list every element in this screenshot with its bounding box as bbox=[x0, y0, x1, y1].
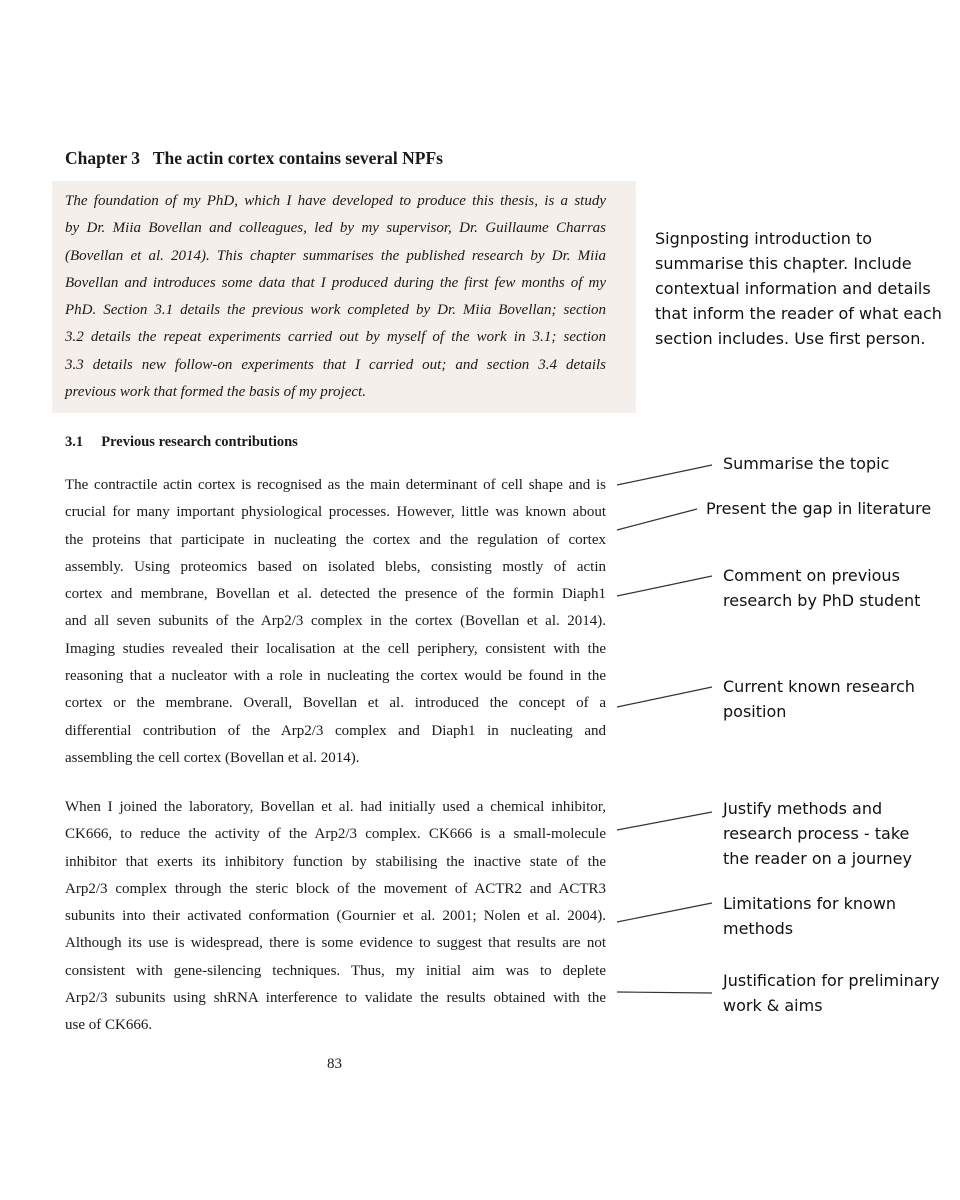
text-line: previous work that formed the basis of my project. bbox=[65, 384, 366, 401]
text-line: crucial for many important physiological processes. However, little was known about bbox=[65, 504, 606, 521]
text-line: The foundation of my PhD, which I have developed to produce this thesis, is a study bbox=[65, 193, 606, 209]
leader-line bbox=[617, 992, 712, 993]
page-number: 83 bbox=[327, 1056, 342, 1072]
annotation-justification: Justification for preliminary work & aims bbox=[723, 971, 940, 1015]
text-line: differential contribution of the Arp2/3 complex and Diaph1 in nucleating and bbox=[65, 722, 606, 739]
text-line: The contractile actin cortex is recognised as the main determinant of cell shape and is bbox=[65, 477, 606, 493]
text-line: consistent with gene-silencing techniques. Thus, my initial aim was to deplete bbox=[65, 962, 606, 979]
text-line: Arp2/3 complex through the steric block of the movement of ACTR2 and ACTR3 bbox=[65, 880, 606, 897]
annotation-current-position: Current known research position bbox=[723, 677, 915, 721]
text-line: assembling the cell cortex (Bovellan et al. 2014). bbox=[65, 749, 360, 766]
text-line: inhibitor that exerts its inhibitory function by stabilising the inactive state of the bbox=[65, 853, 606, 870]
text-line: 3.3 details new follow-on experiments that I carried out; and section 3.4 details bbox=[65, 356, 606, 373]
annotation-summarise: Summarise the topic bbox=[723, 454, 890, 473]
text-line: cortex or the membrane. Overall, Bovellan et al. introduced the concept of a bbox=[65, 695, 606, 712]
annotation-previous-research: Comment on previous research by PhD student bbox=[723, 566, 921, 610]
text-line: Arp2/3 subunits using shRNA interference to validate the results obtained with the bbox=[65, 990, 606, 1007]
annotation-limitations: Limitations for known methods bbox=[723, 894, 897, 938]
leader-line bbox=[617, 812, 712, 830]
chapter-heading: Chapter 3 The actin cortex contains several NPFs bbox=[65, 148, 443, 168]
text-line: When I joined the laboratory, Bovellan et al. had initially used a chemical inhibitor, bbox=[65, 799, 606, 815]
section-heading: 3.1 Previous research contributions bbox=[65, 434, 298, 450]
text-line: Bovellan and introduces some data that I produced during the first few months of my bbox=[65, 274, 606, 291]
text-line: Although its use is widespread, there is some evidence to suggest that results are not bbox=[65, 935, 606, 952]
text-line: use of CK666. bbox=[65, 1017, 153, 1034]
annotation-justify-methods: Justify methods and research process - take the reader on a journey bbox=[723, 799, 912, 868]
text-line: assembly. Using proteomics based on isolated blebs, consisting mostly of actin bbox=[65, 558, 606, 575]
text-line: subunits into their activated conformation (Gournier et al. 2001; Nolen et al. 2004). bbox=[65, 908, 606, 925]
leader-line bbox=[617, 465, 712, 485]
text-line: CK666, to reduce the activity of the Arp2/3 complex. CK666 is a small-molecule bbox=[65, 826, 606, 843]
text-line: PhD. Section 3.1 details the previous work completed by Dr. Miia Bovellan; section bbox=[65, 302, 606, 319]
annotation-gap: Present the gap in literature bbox=[706, 499, 932, 518]
leader-line bbox=[617, 509, 697, 530]
text-line: cortex and membrane, Bovellan et al. detected the presence of the formin Diaph1 bbox=[65, 586, 606, 603]
text-line: by Dr. Miia Bovellan and colleagues, led by my supervisor, Dr. Guillaume Charras bbox=[65, 220, 606, 237]
text-line: (Bovellan et al. 2014). This chapter summarises the published research by Dr. Miia bbox=[65, 247, 606, 264]
leader-line bbox=[617, 687, 712, 707]
text-line: Imaging studies revealed their localisation at the cell periphery, consistent with the bbox=[65, 640, 606, 657]
intro-annotation: Signposting introduction to summarise this chapter. Include contextual information and details that inform the reader of what each section includes. Use first person. bbox=[655, 229, 942, 348]
leader-line bbox=[617, 576, 712, 596]
text-line: the proteins that participate in nucleating the cortex and the regulation of cortex bbox=[65, 531, 606, 548]
text-line: and all seven subunits of the Arp2/3 complex in the cortex (Bovellan et al. 2014). bbox=[65, 613, 606, 630]
leader-line bbox=[617, 903, 712, 922]
text-line: reasoning that a nucleator with a role in nucleating the cortex would be found in the bbox=[65, 668, 606, 685]
text-line: 3.2 details the repeat experiments carried out by myself of the work in 3.1; section bbox=[65, 329, 606, 346]
